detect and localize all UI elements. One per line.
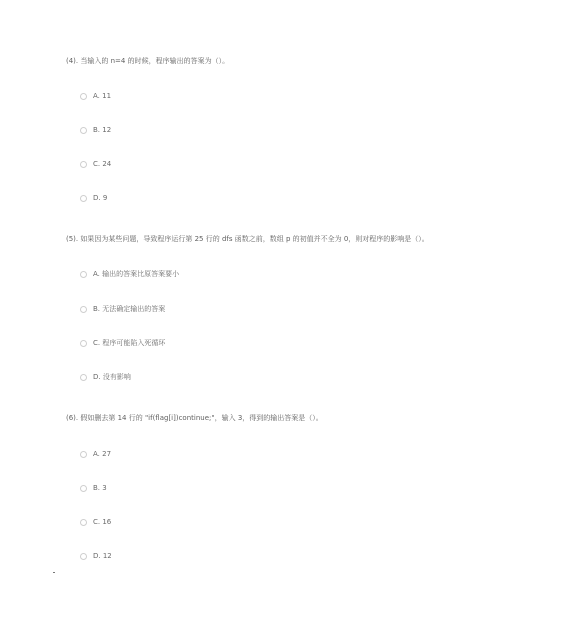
option-label: D. 没有影响 [93,373,131,381]
option-label: B. 3 [93,484,107,492]
q6-option-c[interactable] [80,517,111,527]
radio-button[interactable] [80,306,87,313]
option-label: D. 12 [93,552,112,560]
radio-button[interactable] [80,93,87,100]
radio-button[interactable] [80,553,87,560]
radio-button[interactable] [80,161,87,168]
q6-option-d[interactable] [80,551,112,561]
option-label: A. 27 [93,450,112,458]
radio-button[interactable] [80,340,87,347]
radio-button[interactable] [80,195,87,202]
q5-option-a[interactable] [80,269,179,279]
q4-option-c[interactable] [80,159,111,169]
radio-button[interactable] [80,451,87,458]
radio-button[interactable] [80,127,87,134]
option-label: C. 16 [93,518,112,526]
radio-button[interactable] [80,374,87,381]
q4-option-b[interactable] [80,125,111,135]
question-4-text: (4). 当输入的 n=4 的时候，程序输出的答案为（）。 [66,57,230,65]
q4-option-d[interactable] [80,193,107,203]
q6-option-b[interactable] [80,483,107,493]
option-label: D. 9 [93,194,108,202]
q6-option-a[interactable] [80,449,111,459]
radio-button[interactable] [80,271,87,278]
radio-button[interactable] [80,519,87,526]
q5-option-c[interactable] [80,338,165,348]
option-label: A. 输出的答案比原答案要小 [93,270,180,278]
q5-option-d[interactable] [80,372,131,382]
stray-mark [53,572,55,573]
q5-option-b[interactable] [80,304,165,314]
option-label: C. 程序可能陷入死循环 [93,339,166,347]
question-5-text: (5). 如果因为某些问题，导致程序运行第 25 行的 dfs 函数之前，数组 p 的初值并不全为 0，则对程序的影响是（）。 [66,235,429,243]
option-label: A. 11 [93,92,112,100]
option-label: C. 24 [93,160,112,168]
radio-button[interactable] [80,485,87,492]
q4-option-a[interactable] [80,91,111,101]
option-label: B. 12 [93,126,112,134]
question-6-text: (6). 假如删去第 14 行的 "if(flag[i])continue;"，输入 3，得到的输出答案是（）。 [66,414,323,422]
option-label: B. 无法确定输出的答案 [93,305,166,313]
